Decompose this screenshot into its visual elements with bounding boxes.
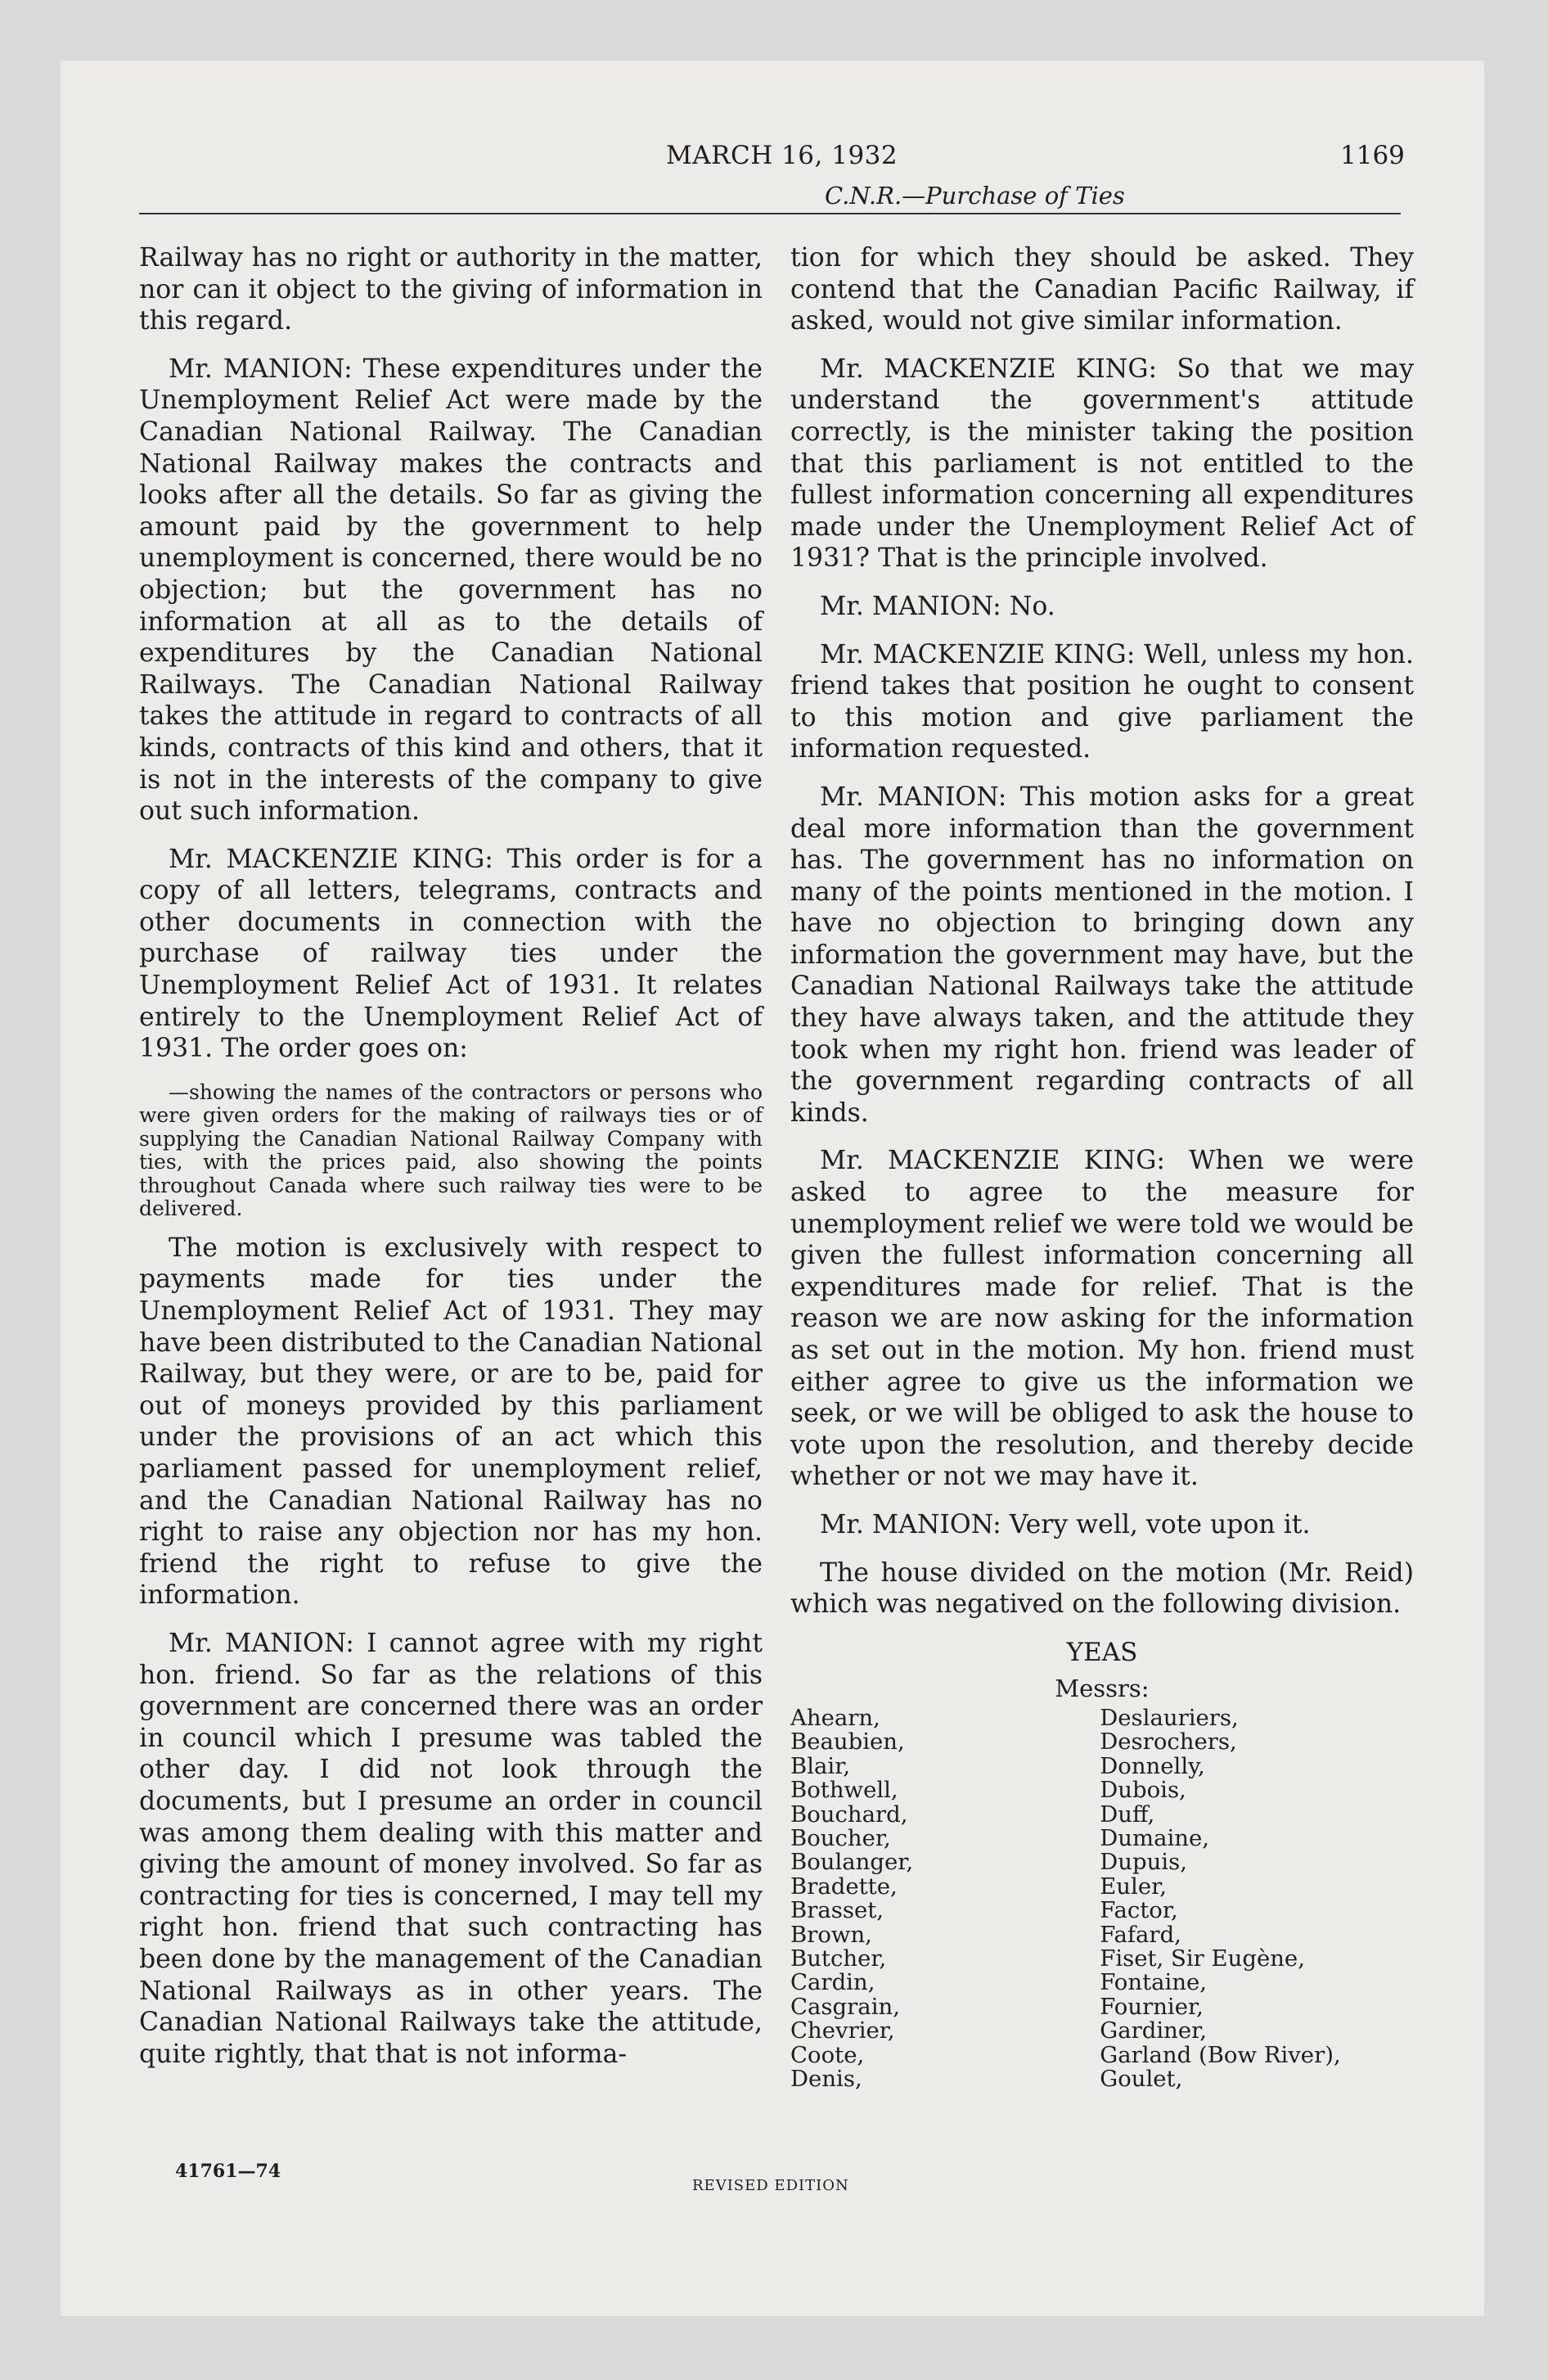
member-name: Bradette, [790, 1873, 898, 1900]
member-name: Chevrier, [790, 2017, 895, 2044]
member-name: Factor, [1100, 1897, 1178, 1924]
division-messrs: Messrs: [1055, 1675, 1150, 1703]
member-name: Duff, [1100, 1801, 1155, 1828]
member-name: Dupuis, [1100, 1849, 1187, 1876]
member-name: Fontaine, [1100, 1969, 1208, 1996]
member-name: Denis, [790, 2066, 862, 2093]
member-name: Dubois, [1100, 1777, 1186, 1804]
paragraph: Mr. MACKENZIE KING: Well, unless my hon. friend takes that position he ought to consent to this motion and give parliament the information requested. [790, 639, 1414, 764]
paragraph: Railway has no right or authority in the matter, nor can it object to the giving of information in this regard. [139, 243, 763, 336]
member-name: Goulet, [1100, 2066, 1183, 2093]
member-name: Coote, [790, 2041, 865, 2068]
paragraph: The motion is exclusively with respect to payments made for ties under the Unemployment Relief Act of 1931. They may have been distributed to the Canadian National Railway, but they were, or are to be, paid for out of moneys provided by this parliament under the provisions of an act which this parliament passed for unemployment relief, and the Canadian National Railway has no right to raise any objection nor has my hon. friend the right to refuse to give the information. [139, 1233, 763, 1611]
member-name: Casgrain, [790, 1993, 900, 2020]
member-name: Garland (Bow River), [1100, 2041, 1341, 2068]
member-name: Euler, [1100, 1873, 1167, 1900]
paragraph: Mr. MACKENZIE KING: This order is for a copy of all letters, telegrams, contracts and other documents in connection with the purchase of railway ties under the Unemployment Relief Act of 1931. It relates entirely to the Unemployment Relief Act of 1931. The order goes on: [139, 844, 763, 1064]
right-column [790, 242, 1414, 2091]
member-name: Gardiner, [1100, 2017, 1207, 2044]
quoted-order: —showing the names of the contractors or persons who were given orders for the making of railways ties or of supplying the Canadian National Railway Company with ties, with the prices paid, also showing the points throughout Canada where such railway ties were to be delivered. [139, 1080, 763, 1221]
paragraph: Mr. MACKENZIE KING: So that we may understand the government's attitude correctly, is the minister taking the position that this parliament is not entitled to the fullest information concerning all expenditures made under the Unemployment Relief Act of 1931? That is the principle involved. [790, 354, 1414, 574]
member-name: Fournier, [1100, 1993, 1204, 2020]
yeas-name-list [790, 1706, 1414, 2092]
member-name: Donnelly, [1100, 1752, 1205, 1779]
member-name: Desrochers, [1100, 1729, 1237, 1756]
footer-code: 41761—74 [175, 2161, 281, 2182]
left-column [139, 242, 763, 2086]
footer-edition: REVISED EDITION [692, 2177, 849, 2194]
paragraph: The house divided on the motion (Mr. Reid) which was negatived on the following division. [790, 1557, 1414, 1620]
member-name: Dumaine, [1100, 1824, 1209, 1851]
member-name: Deslauriers, [1100, 1704, 1239, 1731]
member-name: Boucher, [790, 1824, 891, 1851]
member-name: Bouchard, [790, 1801, 908, 1828]
header-rule [139, 213, 1401, 214]
division-title: YEAS [1066, 1637, 1138, 1667]
names-left-column [790, 1706, 1080, 2092]
member-name: Ahearn, [790, 1704, 880, 1731]
member-name: Brasset, [790, 1897, 884, 1924]
member-name: Blair, [790, 1752, 851, 1779]
names-right-column [1080, 1706, 1414, 2092]
paragraph: Mr. MANION: This motion asks for a great deal more information than the government has. The government has no information on many of the points mentioned in the motion. I have no objection to bringing down any information the government may have, but the Canadian National Railways take the attitude they have always taken, and the attitude they took when my right hon. friend was leader of the government regarding contracts of all kinds. [790, 782, 1414, 1128]
paragraph: Mr. MANION: Very well, vote upon it. [820, 1509, 1311, 1539]
member-name: Butcher, [790, 1945, 887, 1972]
member-name: Fiset, Sir Eugène, [1100, 1945, 1305, 1972]
member-name: Fafard, [1100, 1921, 1181, 1948]
running-subtitle: C.N.R.—Purchase of Ties [825, 182, 1125, 210]
paragraph: Mr. MACKENZIE KING: When we were asked to agree to the measure for unemployment relief we were told we would be given the fullest information concerning all expenditures made for relief. That is the reason we are now asking for the information as set out in the motion. My hon. friend must either agree to give us the information we seek, or we will be obliged to ask the house to vote upon the resolution, and thereby decide whether or not we may have it. [790, 1146, 1414, 1492]
paragraph: Mr. MANION: No. [820, 591, 1055, 621]
paragraph: tion for which they should be asked. They contend that the Canadian Pacific Railway, if asked, would not give similar information. [790, 243, 1414, 336]
paragraph: Mr. MANION: I cannot agree with my right hon. friend. So far as the relations of this government are concerned there was an order in council which I presume was tabled the other day. I did not look through the documents, but I presume an order in council was among them dealing with this matter and giving the amount of money involved. So far as contracting for ties is concerned, I may tell my right hon. friend that such contracting has been done by the management of the Canadian National Railways as in other years. The Canadian National Railways take the attitude, quite rightly, that that is not informa- [139, 1628, 763, 2069]
member-name: Boulanger, [790, 1849, 914, 1876]
paragraph: Mr. MANION: These expenditures under the Unemployment Relief Act were made by the Canadian National Railway. The Canadian National Railway makes the contracts and looks after all the details. So far as giving the amount paid by the government to help unemployment is concerned, there would be no objection; but the government has no information at all as to the details of expenditures by the Canadian National Railways. The Canadian National Railway takes the attitude in regard to contracts of all kinds, contracts of this kind and others, that it is not in the interests of the company to give out such information. [139, 354, 763, 827]
member-name: Beaubien, [790, 1729, 905, 1756]
header-date: MARCH 16, 1932 [666, 141, 898, 170]
member-name: Bothwell, [790, 1777, 898, 1804]
page-number: 1169 [1340, 141, 1405, 170]
member-name: Brown, [790, 1921, 872, 1948]
member-name: Cardin, [790, 1969, 875, 1996]
